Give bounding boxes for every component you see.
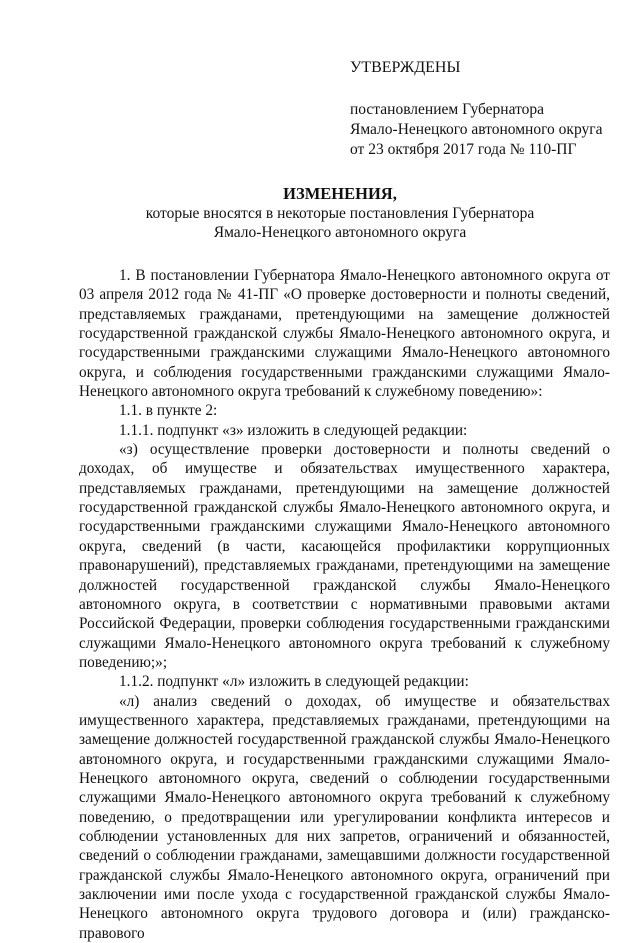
document-subtitle-1: которые вносятся в некоторые постановления Губернатора <box>145 205 535 222</box>
document-title: ИЗМЕНЕНИЯ, <box>283 184 397 203</box>
document-body <box>79 266 610 943</box>
paragraph-1: 1. В постановлении Губернатора Ямало-Ненецкого автономного округа от 03 апреля 2012 года № 41-ПГ «О проверке достоверности и полноты сведений, представляемых гражданами, претендующими на замещение должностей государственной гражданской службы Ямало-Ненецкого автономного округа, и государственными гражданскими служащими Ямало-Ненецкого автономного округа, и соблюдения государственными гражданскими служащими Ямало-Ненецкого автономного округа требований к служебному поведению»: <box>79 267 610 401</box>
approval-heading: УТВЕРЖДЕНЫ <box>350 59 461 76</box>
paragraph-1-1: 1.1. в пункте 2: <box>119 402 218 420</box>
paragraph-quote-l: «л) анализ сведений о доходах, об имуществе и обязательствах имущественного характера, представляемых гражданами, претендующими на замещение должностей государственной гражданской службы Ямало-Ненецкого автономного округа, и государственными гражданскими служащими Ямало-Ненецкого автономного округа, сведений о соблюдении государственными служащими Ямало-Ненецкого автономного округа требований к служебному поведению, о предотвращении или урегулировании конфликта интересов и соблюдении установленных для них запретов, ограничений и обязанностей, сведений о соблюдении гражданами, замещавшими должности государственной гражданской службы Ямало-Ненецкого автономного округа, ограничений при заключении ими после ухода с государственной гражданской службы Ямало-Ненецкого автономного округа трудового договора и (или) гражданско-правового <box>79 692 610 942</box>
paragraph-quote-z: «з) осуществление проверки достоверности и полноты сведений о доходах, об имуществе и обязательствах имущественного характера, представляемых гражданами, претендующими на замещение должностей государственной гражданской службы Ямало-Ненецкого автономного округа, и государственными гражданскими служащими Ямало-Ненецкого автономного округа, сведений (в части, касающейся профилактики коррупционных правонарушений), представляемых гражданами, претендующими на замещение должностей государственной гражданской службы Ямало-Ненецкого автономного округа, в соответствии с нормативными правовыми актами Российской Федерации, проверки соблюдения государственными гражданскими служащими Ямало-Ненецкого автономного округа требований к служебному поведению;»; <box>79 441 610 671</box>
document-title-block <box>60 184 620 242</box>
approval-block <box>350 58 602 160</box>
approval-line-2: Ямало-Ненецкого автономного округа <box>350 121 603 138</box>
paragraph-1-1-2: 1.1.2. подпункт «л» изложить в следующей редакции: <box>119 673 469 691</box>
approval-line-3: от 23 октября 2017 года № 110-ПГ <box>350 141 577 158</box>
document-subtitle-2: Ямало-Ненецкого автономного округа <box>213 224 467 241</box>
paragraph-1-1-1: 1.1.1. подпункт «з» изложить в следующей редакции: <box>119 421 468 439</box>
approval-line-1: постановлением Губернатора <box>350 101 545 118</box>
